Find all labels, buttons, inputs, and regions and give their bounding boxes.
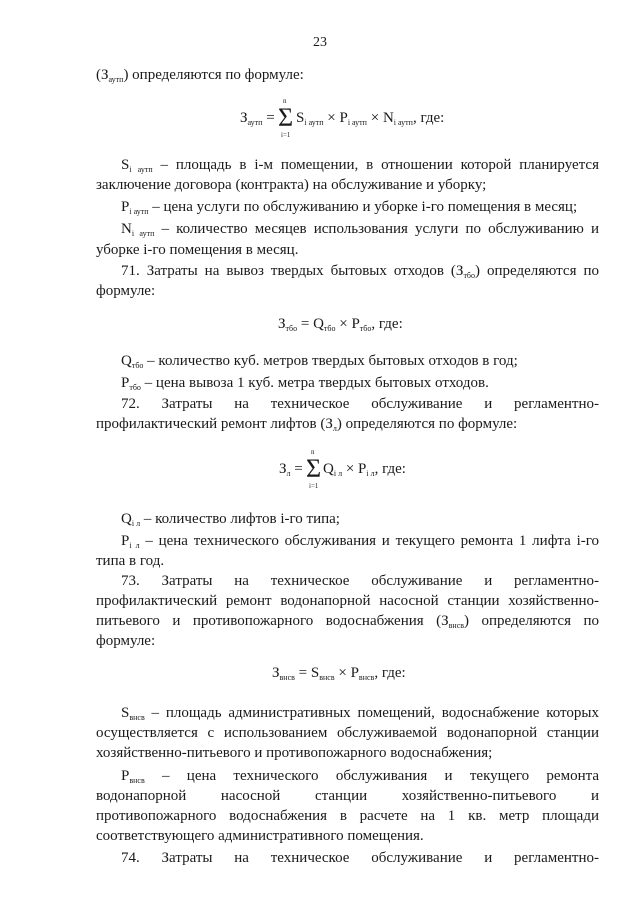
def-p-vnsv-line3: противопожарного водоснабжения в расчете на 1 кв. метр площади bbox=[96, 808, 599, 824]
def-s-vnsv-line3: хозяйственно-питьевого и противопожарного водоснабжения; bbox=[96, 745, 493, 761]
paragraph-71-cont: формуле: bbox=[96, 283, 156, 299]
paragraph-73-line4: формуле: bbox=[96, 633, 156, 649]
def-p-l: $P_{i л}$ – цена технического обслуживания и текущего ремонта 1 лифта i-го bbox=[121, 533, 600, 550]
def-n-autp-cont: уборке i-го помещения в месяц. bbox=[96, 242, 299, 258]
formula-tbo: $З_{тбо} = Q_{тбо} \times P_{тбо}$, где: bbox=[278, 316, 403, 333]
paragraph-71: 71. Затраты на вывоз твердых бытовых отходов $(З_{тбо})$ определяются по bbox=[121, 263, 599, 280]
formula-vnsv: $З_{внсв} = S_{внсв} \times P_{внсв}$, где: bbox=[272, 665, 406, 682]
def-s-autp-cont: заключение договора (контракта) на обслуживание и уборку; bbox=[96, 177, 487, 193]
def-p-autp: $P_{i аутп}$ – цена услуги по обслуживанию и уборке i-го помещения в месяц; bbox=[121, 199, 578, 216]
def-p-tbo: $P_{тбо}$ – цена вывоза 1 куб. метра твердых бытовых отходов. bbox=[121, 375, 489, 392]
def-p-vnsv-line4: соответствующего административного помещения. bbox=[96, 828, 424, 844]
document-page: 23 $(З_{аутп})$ определяются по формуле: $З_{аутп}$ = n Σ i=1 $S_{i аутп} \times P_{i аутп} \times N_{i аутп}$, где: $S_{i аутп}$ – площадь в i-м помещении, в отношении которой планируется заключение договора (контракта) на обслуживание и уборку; $P_{i аутп}$ – цена услуги по обслуживанию и уборке i-го помещения в месяц; $N_{i аутп}$ – количество месяцев использования услуги по обслуживанию и уборке i-го помещения в месяц. 71. Затраты на вывоз твердых бытовых отходов $(З_{тбо})$ определяются по формуле: $З_{тбо} = Q_{тбо} \times P_{тбо}$, где: $Q_{тбо}$ – количество куб. метров твердых бытовых отходов в год; $P_{тбо}$ – цена вывоза 1 куб. метра твердых бытовых отходов. 72. Затраты на техническое обслуживание и регламентно- профилактический ремонт лифтов $(З_л)$ определяются по формуле: $З_л$ = n Σ i=1 $Q_{i л} \times P_{i л}$, где: $Q_{i л}$ – количество лифтов i-го типа; $P_{i л}$ – цена технического обслуживания и текущего ремонта 1 лифта i-го типа в год. 73. Затраты на техническое обслуживание и регламентно- профилактический ремонт водонапорной насосной станции хозяйственно- питьевого и противопожарного водоснабжения $(З_{внсв})$ определяются по формуле: $З_{внсв} = S_{внсв} \times P_{внсв}$, где: $S_{внсв}$ – площадь административных помещений, водоснабжение которых осуществляется с использованием обслуживаемой водонапорной станции хозяйственно-питьевого и противопожарного водоснабжения; $P_{внсв}$ – цена технического обслуживания и текущего ремонта водонапорной насосной станции хозяйственно-питьевого и противопожарного водоснабжения в расчете на 1 кв. метр площади соответствующего административного помещения. 74. Затраты на техническое обслуживание и регламентно- bbox=[0, 0, 640, 905]
paragraph-73: 73. Затраты на техническое обслуживание и регламентно- bbox=[121, 573, 599, 589]
def-q-l: $Q_{i л}$ – количество лифтов i-го типа; bbox=[121, 511, 340, 528]
paragraph-74: 74. Затраты на техническое обслуживание и регламентно- bbox=[121, 850, 599, 866]
paragraph-72-cont: профилактический ремонт лифтов $(З_л)$ определяются по формуле: bbox=[96, 416, 518, 433]
def-p-l-cont: типа в год. bbox=[96, 553, 165, 569]
def-p-vnsv-line2: водонапорной насосной станции хозяйственно-питьевого и bbox=[96, 788, 599, 804]
page-number: 23 bbox=[313, 35, 327, 50]
def-q-tbo: $Q_{тбо}$ – количество куб. метров твердых бытовых отходов в год; bbox=[121, 353, 518, 370]
intro-line: $(З_{аутп})$ определяются по формуле: bbox=[96, 67, 304, 84]
def-s-vnsv: $S_{внсв}$ – площадь административных помещений, водоснабжение которых bbox=[121, 705, 599, 722]
paragraph-73-line3: питьевого и противопожарного водоснабжения $(З_{внсв})$ определяются по bbox=[96, 613, 599, 630]
def-p-vnsv: $P_{внсв}$ – цена технического обслуживания и текущего ремонта bbox=[121, 768, 599, 785]
def-s-vnsv-line2: осуществляется с использованием обслуживаемой водонапорной станции bbox=[96, 725, 599, 741]
def-n-autp: $N_{i аутп}$ – количество месяцев использования услуги по обслуживанию и bbox=[121, 221, 600, 238]
paragraph-73-line2: профилактический ремонт водонапорной насосной станции хозяйственно- bbox=[96, 593, 599, 609]
def-s-autp: $S_{i аутп}$ – площадь в i-м помещении, в отношении которой планируется bbox=[121, 157, 599, 174]
paragraph-72: 72. Затраты на техническое обслуживание и регламентно- bbox=[121, 396, 599, 412]
